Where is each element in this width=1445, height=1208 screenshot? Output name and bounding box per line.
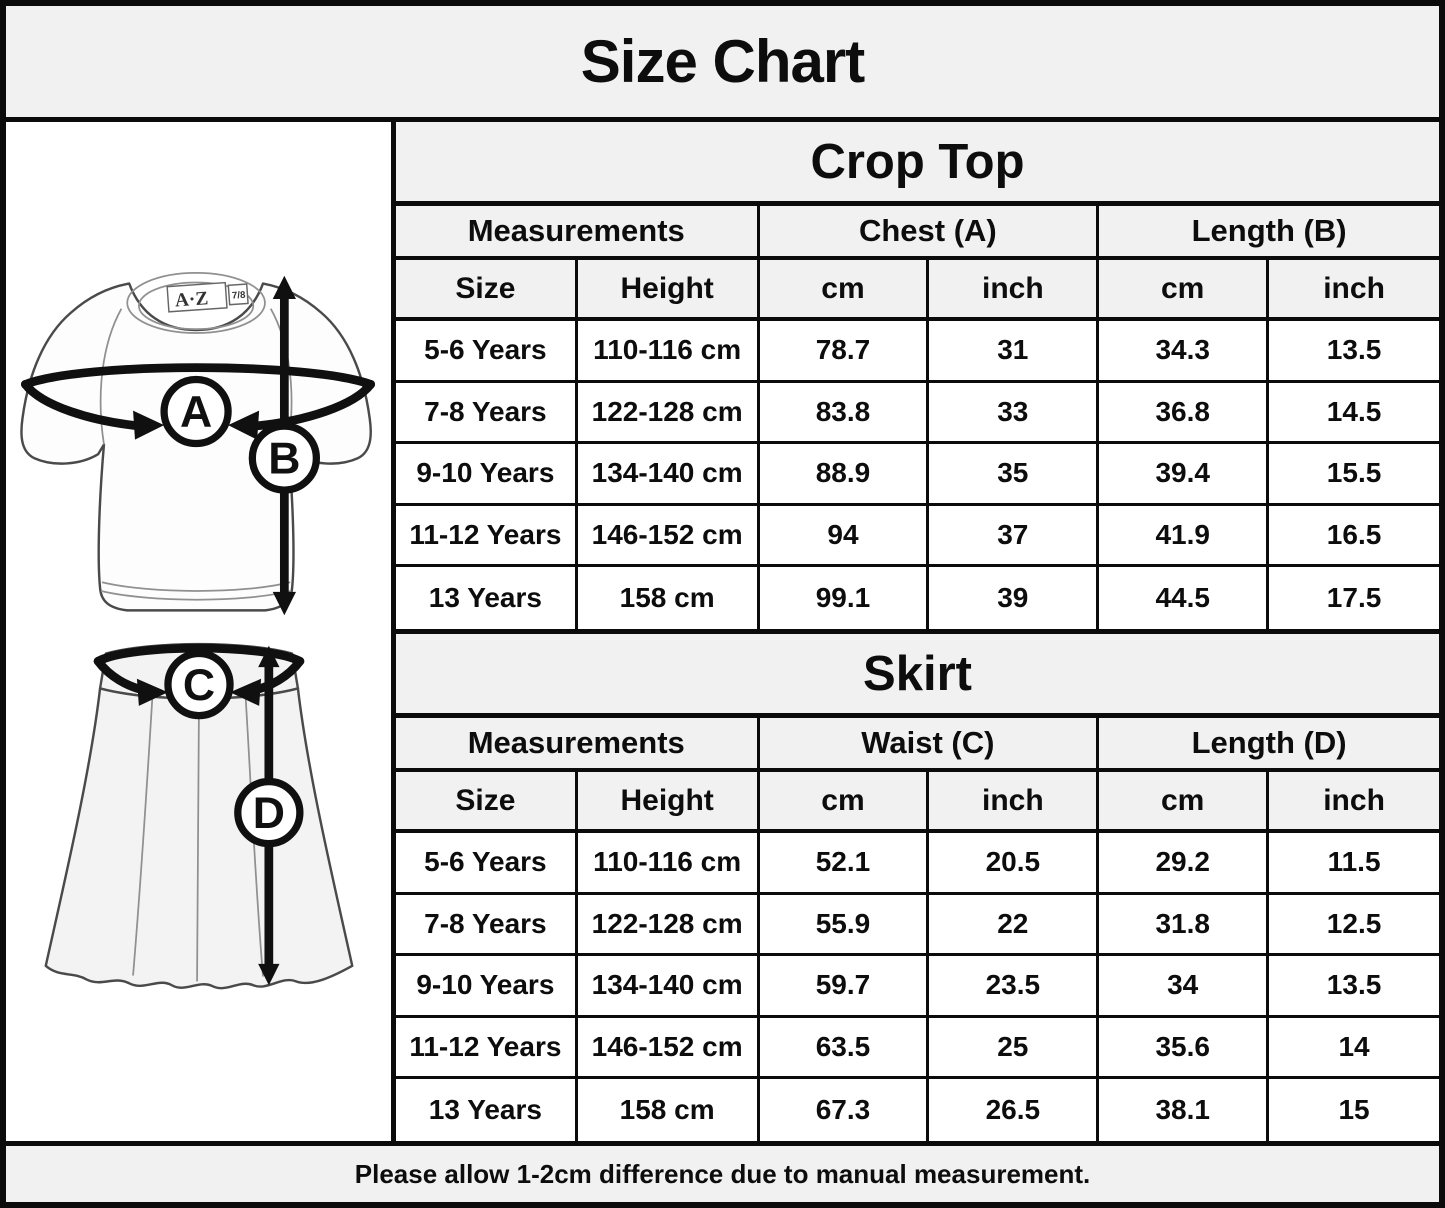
- table-cell: 29.2: [1099, 833, 1269, 895]
- marker-C-label: C: [182, 661, 215, 711]
- table-cell: 33: [929, 383, 1099, 445]
- column-header-cm: cm: [1099, 260, 1269, 321]
- group-header-length: Length (D): [1099, 718, 1439, 772]
- table-cell: 36.8: [1099, 383, 1269, 445]
- table-cell: 9-10 Years: [396, 444, 578, 506]
- table-cell: 34.3: [1099, 321, 1269, 383]
- table-cell: 26.5: [929, 1079, 1099, 1141]
- brand-tag: [167, 281, 248, 312]
- table-cell: 25: [929, 1018, 1099, 1080]
- table-cell: 39: [929, 567, 1099, 629]
- table-cell: 9-10 Years: [396, 956, 578, 1018]
- column-header-cm: cm: [760, 260, 930, 321]
- marker-B-label: B: [267, 434, 300, 484]
- marker-A-label: A: [179, 388, 212, 438]
- table-cell: 83.8: [760, 383, 930, 445]
- brand-tag-size: 7/8: [231, 289, 246, 302]
- skirt-table: [396, 634, 1439, 1141]
- skirt-illustration: [5, 636, 393, 995]
- marker-D: [237, 782, 299, 844]
- table-cell: 14: [1269, 1018, 1439, 1080]
- group-header-measurements: Measurements: [396, 718, 760, 772]
- table-cell: 38.1: [1099, 1079, 1269, 1141]
- table-cell: 158 cm: [578, 1079, 760, 1141]
- size-tables: [396, 122, 1439, 1141]
- column-header-height: Height: [578, 772, 760, 833]
- crop-top-table: [396, 122, 1439, 634]
- column-header-inch: inch: [929, 772, 1099, 833]
- table-cell: 44.5: [1099, 567, 1269, 629]
- table-cell: 23.5: [929, 956, 1099, 1018]
- garment-illustration-panel: [6, 122, 396, 1141]
- table-cell: 15.5: [1269, 444, 1439, 506]
- table-cell: 158 cm: [578, 567, 760, 629]
- table-cell: 35.6: [1099, 1018, 1269, 1080]
- brand-tag-text: A·Z: [173, 288, 209, 312]
- table-cell: 146-152 cm: [578, 1018, 760, 1080]
- table-cell: 13.5: [1269, 956, 1439, 1018]
- table-cell: 22: [929, 895, 1099, 957]
- group-header-length: Length (B): [1099, 206, 1439, 260]
- table-cell: 63.5: [760, 1018, 930, 1080]
- column-header-inch: inch: [1269, 772, 1439, 833]
- table-cell: 35: [929, 444, 1099, 506]
- table-cell: 17.5: [1269, 567, 1439, 629]
- table-cell: 12.5: [1269, 895, 1439, 957]
- table-cell: 146-152 cm: [578, 506, 760, 568]
- table-cell: 122-128 cm: [578, 895, 760, 957]
- table-cell: 67.3: [760, 1079, 930, 1141]
- table-cell: 55.9: [760, 895, 930, 957]
- footer-note: [6, 1141, 1439, 1202]
- table-cell: 122-128 cm: [578, 383, 760, 445]
- table-cell: 78.7: [760, 321, 930, 383]
- table-cell: 14.5: [1269, 383, 1439, 445]
- column-header-size: Size: [396, 772, 578, 833]
- column-header-inch: inch: [929, 260, 1099, 321]
- column-header-height: Height: [578, 260, 760, 321]
- table-cell: 11-12 Years: [396, 1018, 578, 1080]
- group-header-chest: Chest (A): [760, 206, 1100, 260]
- table-cell: 59.7: [760, 956, 930, 1018]
- table-cell: 110-116 cm: [578, 321, 760, 383]
- table-title: Crop Top: [396, 122, 1439, 206]
- table-cell: 99.1: [760, 567, 930, 629]
- column-header-inch: inch: [1269, 260, 1439, 321]
- group-header-measurements: Measurements: [396, 206, 760, 260]
- title-bar: [6, 6, 1439, 122]
- marker-A: [164, 380, 228, 444]
- table-cell: 41.9: [1099, 506, 1269, 568]
- footer-note-text: Please allow 1-2cm difference due to manual measurement.: [354, 1158, 1091, 1189]
- table-cell: 134-140 cm: [578, 956, 760, 1018]
- table-cell: 34: [1099, 956, 1269, 1018]
- column-header-cm: cm: [760, 772, 930, 833]
- table-cell: 5-6 Years: [396, 321, 578, 383]
- table-cell: 13 Years: [396, 1079, 578, 1141]
- group-header-waist: Waist (C): [760, 718, 1100, 772]
- table-cell: 31: [929, 321, 1099, 383]
- table-cell: 5-6 Years: [396, 833, 578, 895]
- marker-D-label: D: [252, 789, 285, 839]
- table-cell: 39.4: [1099, 444, 1269, 506]
- table-cell: 94: [760, 506, 930, 568]
- table-cell: 13.5: [1269, 321, 1439, 383]
- table-cell: 31.8: [1099, 895, 1269, 957]
- marker-C: [167, 654, 229, 716]
- table-cell: 11.5: [1269, 833, 1439, 895]
- table-cell: 13 Years: [396, 567, 578, 629]
- table-cell: 20.5: [929, 833, 1099, 895]
- page-title: Size Chart: [580, 28, 865, 95]
- table-cell: 88.9: [760, 444, 930, 506]
- table-cell: 37: [929, 506, 1099, 568]
- main-area: [6, 122, 1439, 1141]
- table-cell: 16.5: [1269, 506, 1439, 568]
- column-header-size: Size: [396, 260, 578, 321]
- table-cell: 52.1: [760, 833, 930, 895]
- marker-B: [252, 426, 316, 490]
- table-cell: 134-140 cm: [578, 444, 760, 506]
- table-cell: 7-8 Years: [396, 895, 578, 957]
- table-cell: 110-116 cm: [578, 833, 760, 895]
- table-cell: 7-8 Years: [396, 383, 578, 445]
- column-header-cm: cm: [1099, 772, 1269, 833]
- table-title: Skirt: [396, 634, 1439, 718]
- crop-top-illustration: [5, 268, 393, 622]
- table-cell: 11-12 Years: [396, 506, 578, 568]
- table-cell: 15: [1269, 1079, 1439, 1141]
